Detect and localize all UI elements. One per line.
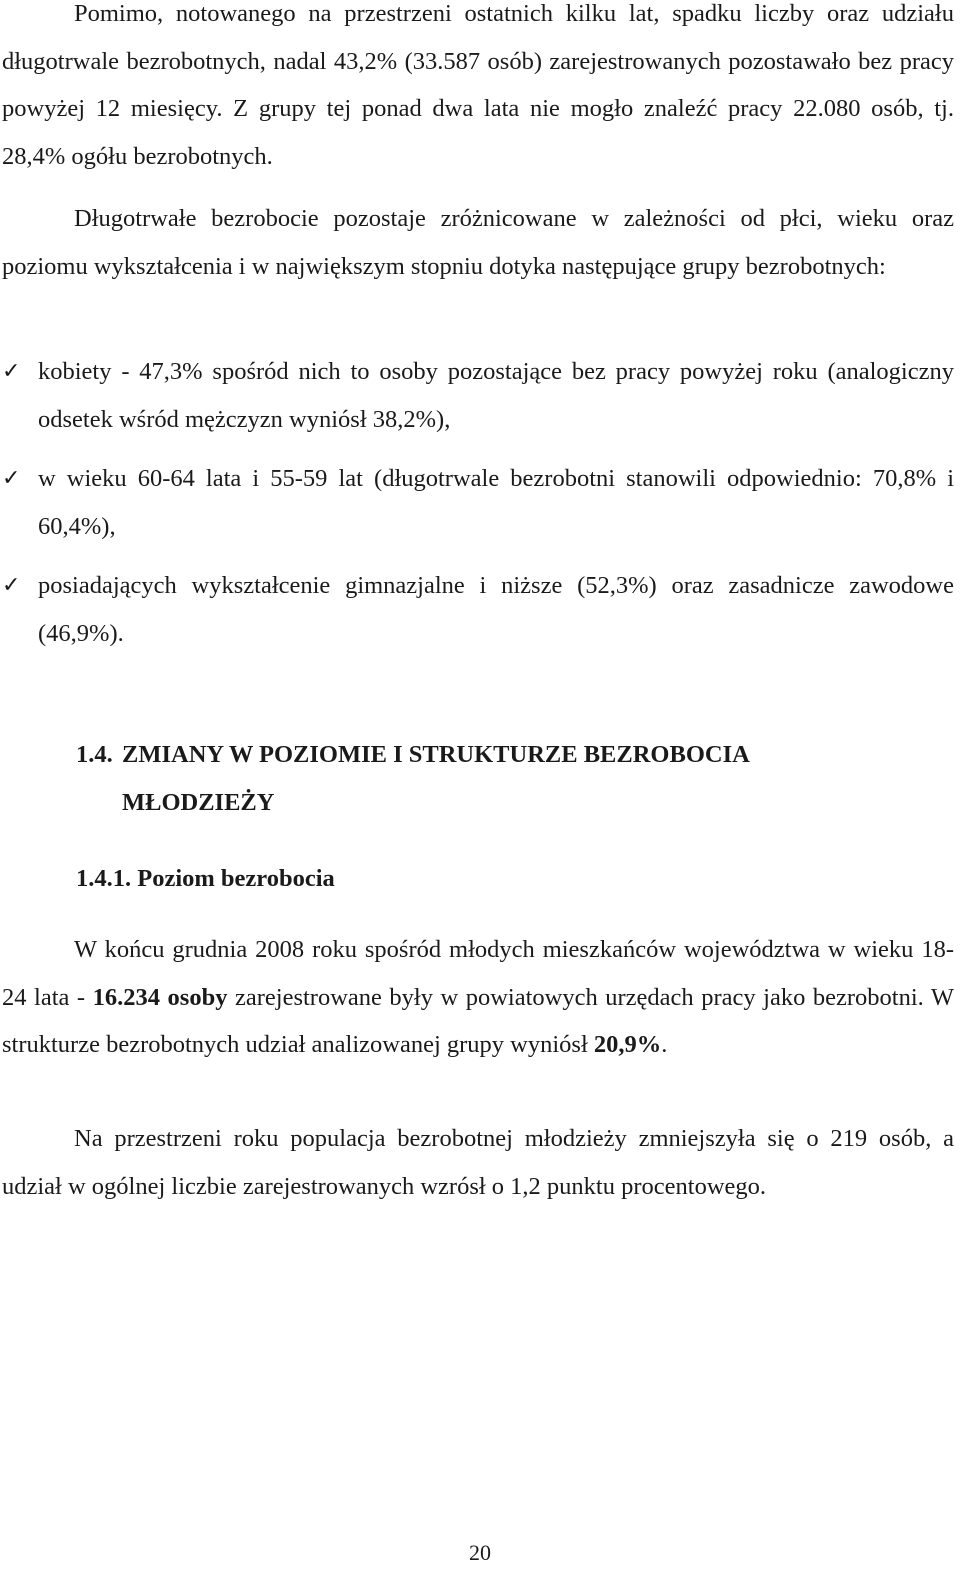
paragraph-youth-unemployment bbox=[2, 926, 954, 1069]
youth-share-percent: 20,9% bbox=[593, 1031, 662, 1058]
youth-unemployed-count: 16.234 osoby bbox=[92, 983, 228, 1011]
paragraph-text: W końcu grudnia 2008 roku spośród młodych mieszkańców województwa w wieku 18-24 lata - bbox=[2, 936, 954, 1011]
bullet-text: w wieku 60-64 lata i 55-59 lat (długotrwale bezrobotni stanowili odpowiednio: 70,8% i 60,4%), bbox=[38, 465, 954, 540]
paragraph-text: . bbox=[661, 1031, 668, 1058]
paragraph-text: zarejestrowane były w powiatowych urzędach pracy jako bezrobotni. W strukturze bezrobotnych udział analizowanej grupy wyniósł bbox=[2, 983, 954, 1058]
bullet-item-age bbox=[2, 455, 954, 550]
paragraph-text: Na przestrzeni roku populacja bezrobotnej młodzieży zmniejszyła się o 219 osób, a udział w ogólnej liczbie zarejestrowanych wzrósł o 1,2 punktu procentowego. bbox=[2, 1125, 954, 1200]
checkmark-icon: ✓ bbox=[2, 359, 21, 384]
subsection-title: Poziom bezrobocia bbox=[137, 865, 335, 892]
section-number: 1.4. bbox=[76, 741, 113, 768]
checkmark-icon: ✓ bbox=[2, 466, 21, 491]
paragraph-youth-change bbox=[2, 1115, 954, 1210]
paragraph-text: Pomimo, notowanego na przestrzeni ostatnich kilku lat, spadku liczby oraz udziału długotrwale bezrobotnych, nadal 43,2% (33.587 osób) zarejestrowanych pozostawało bez pracy powyżej 12 miesięcy. Z grupy tej ponad dwa lata nie mogło znaleźć pracy 22.080 osób, tj. 28,4% ogółu bezrobotnych. bbox=[2, 0, 954, 170]
paragraph-text: Długotrwałe bezrobocie pozostaje zróżnicowane w zależności od płci, wieku oraz poziomu wykształcenia i w największym stopniu dotyka następujące grupy bezrobotnych: bbox=[2, 205, 954, 280]
subsection-heading bbox=[76, 855, 335, 903]
checkmark-icon: ✓ bbox=[2, 573, 21, 598]
bullet-text: kobiety - 47,3% spośród nich to osoby pozostające bez pracy powyżej roku (analogiczny odsetek wśród mężczyzn wyniósł 38,2%), bbox=[38, 358, 954, 433]
bullet-item-education bbox=[2, 562, 954, 657]
section-title-line2: MŁODZIEŻY bbox=[122, 788, 275, 816]
page-number: 20 bbox=[469, 1540, 491, 1565]
bullet-item-women bbox=[2, 348, 954, 443]
subsection-number: 1.4.1. bbox=[76, 865, 132, 892]
bullet-text: posiadających wykształcenie gimnazjalne i niższe (52,3%) oraz zasadnicze zawodowe (46,9%). bbox=[38, 572, 954, 647]
paragraph-long-term-unemployed bbox=[2, 0, 954, 180]
paragraph-long-term-differentiation bbox=[2, 195, 954, 290]
section-heading bbox=[76, 731, 750, 826]
section-title-line1: ZMIANY W POZIOMIE I STRUKTURZE BEZROBOCIA bbox=[122, 741, 750, 768]
